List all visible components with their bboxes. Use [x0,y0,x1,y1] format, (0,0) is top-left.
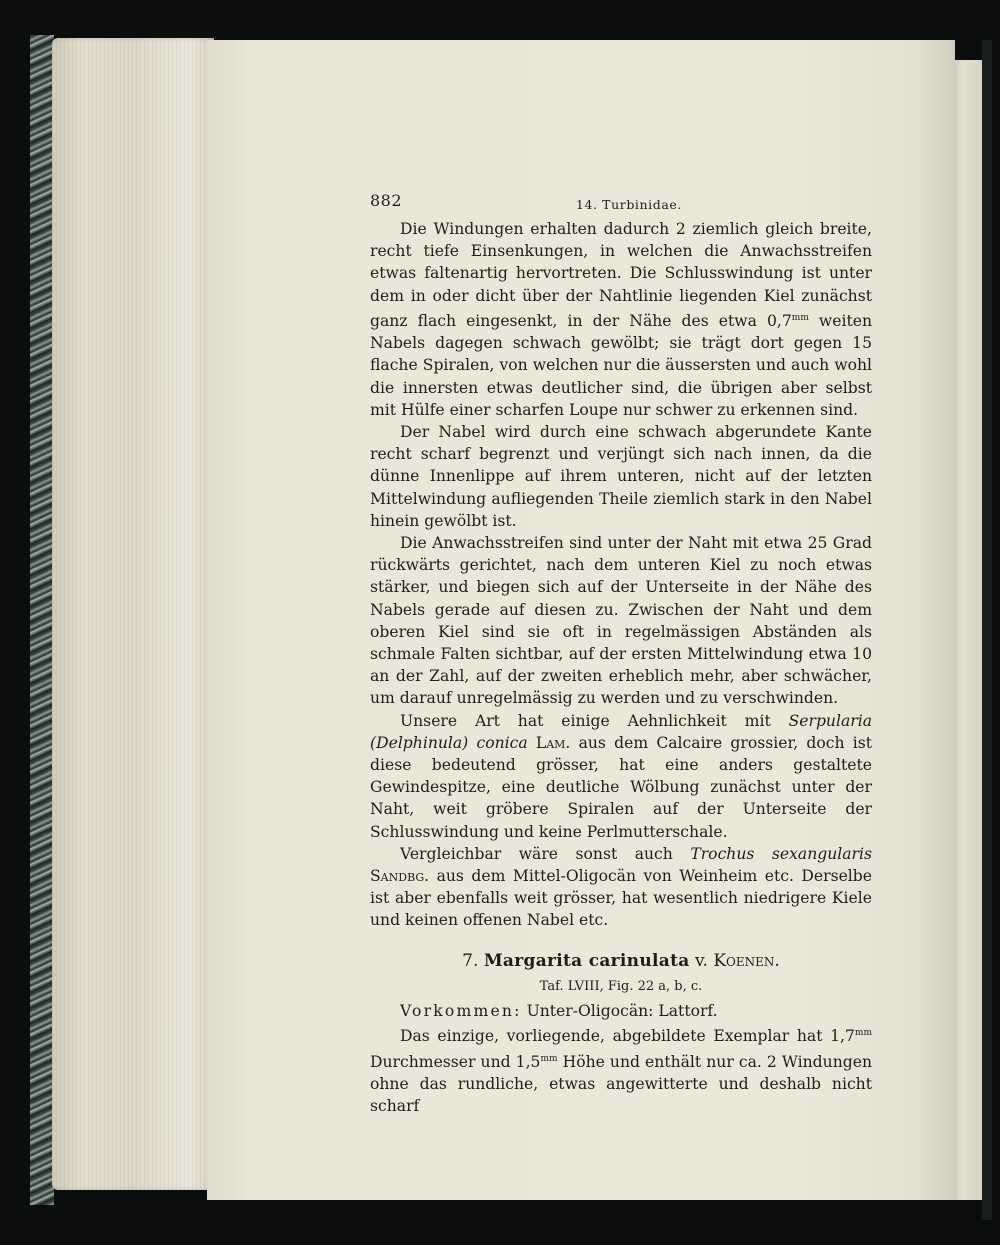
species-italic: Serpularia (Delphinula) conica [370,711,872,752]
author-name: Sandbg. [370,867,430,886]
page-number: 882 [370,191,403,210]
occurrence-label: Vorkommen: [400,1002,522,1021]
paragraph-text: Unsere Art hat einige Aehnlichkeit mit [400,711,789,730]
paragraph-text: weiten Nabels dagegen schwach gewölbt; sie trägt dort gegen 15 flache Spiralen, von welchen nur die äussersten und auch wohl die innersten etwas deutlicher sind, die übrigen aber selbst mit Hülfe einer scharfen Loupe nur schwer zu erkennen sind. [370,312,872,419]
book-cover-edge [30,35,54,1205]
paragraph-text: Durchmesser und 1,5 [370,1052,541,1071]
paragraph-text: Höhe und enthält nur ca. 2 Windungen ohne das rundliche, etwas angewitterte und deshalb nicht scharf [370,1052,872,1116]
occurrence-value: Unter-Oligocän: Lattorf. [526,1002,718,1021]
book-board-edge [982,40,992,1220]
paragraph-text: Vergleichbar wäre sonst auch [400,844,691,863]
paragraph [370,1022,872,1117]
paragraph-text: Die Windungen erhalten dadurch 2 ziemlich gleich breite, recht tiefe Einsenkungen, in welchen die Anwachsstreifen etwas faltenartig hervortreten. Die Schlusswindung ist unter dem in oder dicht über der Nahtlinie liegenden Kiel zunächst ganz flach eingesenkt, in der Nähe des etwa 0,7 [370,220,872,330]
paragraph-text: aus dem Calcaire grossier, doch ist diese bedeutend grösser, hat eine anders gestaltete Gewindespitze, eine deutliche Wölbung zunächst unter der Naht, weit gröbere Spiralen auf der Unterseite der Schlusswindung und keine Perlmutterschale. [370,733,872,841]
species-name: Margarita carinulata [483,950,690,971]
plate-reference: Taf. LVIII, Fig. 22 a, b, c. [539,978,703,994]
running-head: 14. Turbinidae. [575,197,682,212]
species-author: Koenen. [713,950,780,971]
paragraph-text: aus dem Mittel-Oligocän von Weinheim etc. Derselbe ist aber ebenfalls weit grösser, hat wesentlich niedrigere Kiele und keinen offenen Nabel etc. [370,867,872,930]
occurrence-line [370,1000,872,1022]
author-prefix: v. [694,950,708,971]
species-italic: Trochus sexangularis [690,844,873,863]
species-number: 7. [462,950,479,971]
paragraph [370,218,872,421]
author-name: Lam. [535,733,571,752]
unit-superscript: mm [854,1028,872,1039]
paragraph [370,843,872,932]
page-text-block [370,190,872,1117]
paragraph: Die Anwachsstreifen sind unter der Naht mit etwa 25 Grad rückwärts gerichtet, nach dem unteren Kiel zu noch etwas stärker, und biegen sich auf der Unterseite in der Nähe des Nabels gerade auf diesen zu. Zwischen der Naht und dem oberen Kiel sind sie oft in regelmässigen Abständen als schmale Falten sichtbar, auf der ersten Mittelwindung etwa 10 an der Zahl, auf der zweiten erheblich mehr, aber schwächer, um darauf unregelmässig zu werden und zu verschwinden. [370,534,872,708]
paragraph-text: Das einzige, vorliegende, abgebildete Exemplar hat 1,7 [400,1027,855,1046]
species-heading [370,950,872,972]
unit-superscript: mm [791,312,809,323]
paragraph: Der Nabel wird durch eine schwach abgerundete Kante recht scharf begrenzt und verjüngt sich nach innen, da die dünne Innenlippe auf ihrem unteren, nicht auf der letzten Mittelwindung aufliegenden Theile ziemlich stark in den Nabel hinein gewölbt ist. [370,423,872,530]
page-block-edges [52,38,214,1190]
unit-superscript: mm [540,1053,558,1064]
page-header [370,190,872,218]
paragraph [370,710,872,843]
